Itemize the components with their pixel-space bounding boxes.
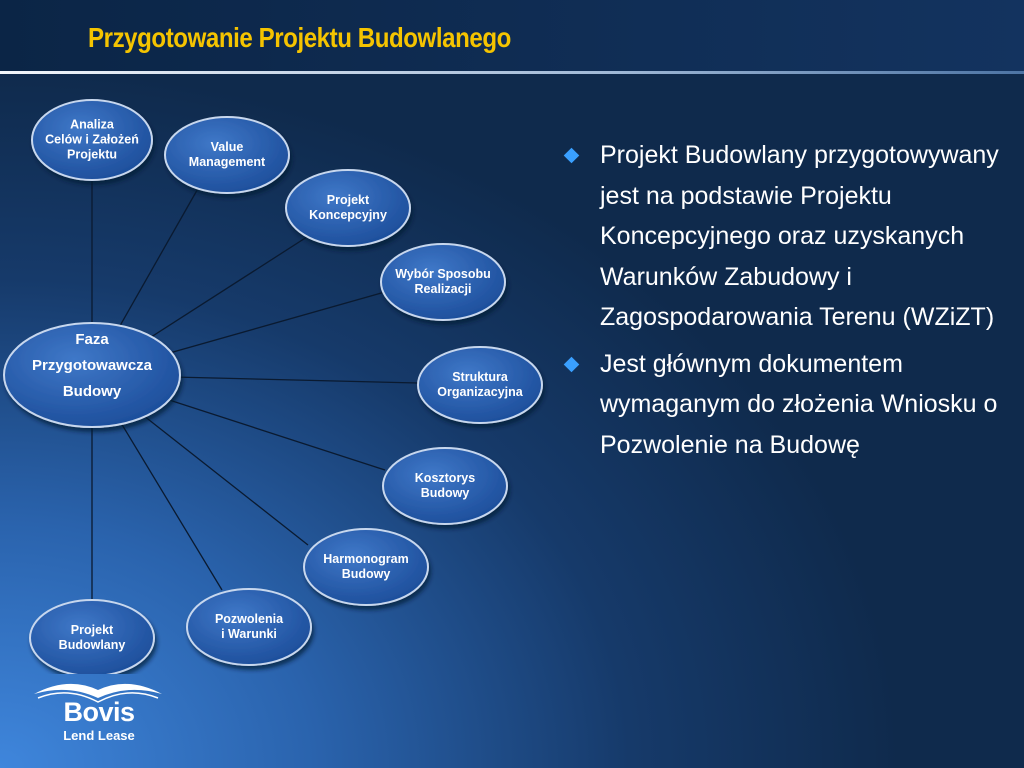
node-kosztorys-label: Kosztorys Budowy (414, 471, 476, 500)
logo-name: Bovis (63, 697, 135, 727)
node-analiza-label: Analiza Celów i Założeń Projektu (45, 117, 139, 162)
bullet-item (562, 135, 1002, 338)
slide-title: Przygotowanie Projektu Budowlanego (88, 22, 511, 53)
node-struktura-label: Struktura Organizacyjna (437, 370, 523, 399)
diamond-bullet-icon (564, 356, 580, 372)
logo-subtitle: Lend Lease (63, 728, 135, 743)
diamond-bullet-icon (564, 148, 580, 164)
node-value-label: Value Management (188, 140, 266, 169)
bullet-text: Jest głównym dokumentem wymaganym do złożenia Wniosku o Pozwolenie na Budowę (600, 349, 998, 459)
node-wybor-label: Wybór Sposobu Realizacji (395, 267, 491, 296)
bullet-list (562, 135, 1002, 471)
bullet-item (562, 344, 1002, 466)
bullet-text: Projekt Budowlany przygotowywany jest na podstawie Projektu Koncepcyjnego oraz uzyskanych Warunków Zabudowy i Zagospodarowania Terenu (WZiZT) (600, 141, 999, 331)
node-harmonogram-label: Harmonogram Budowy (323, 552, 409, 581)
node-koncepcyjny-label: Projekt Koncepcyjny (309, 193, 387, 222)
node-pozwolenia-label: Pozwolenia i Warunki (214, 612, 284, 641)
node-budowlany-label: Projekt Budowlany (58, 623, 126, 652)
node-center-label: Faza Przygotowawcza Budowy (31, 331, 153, 400)
